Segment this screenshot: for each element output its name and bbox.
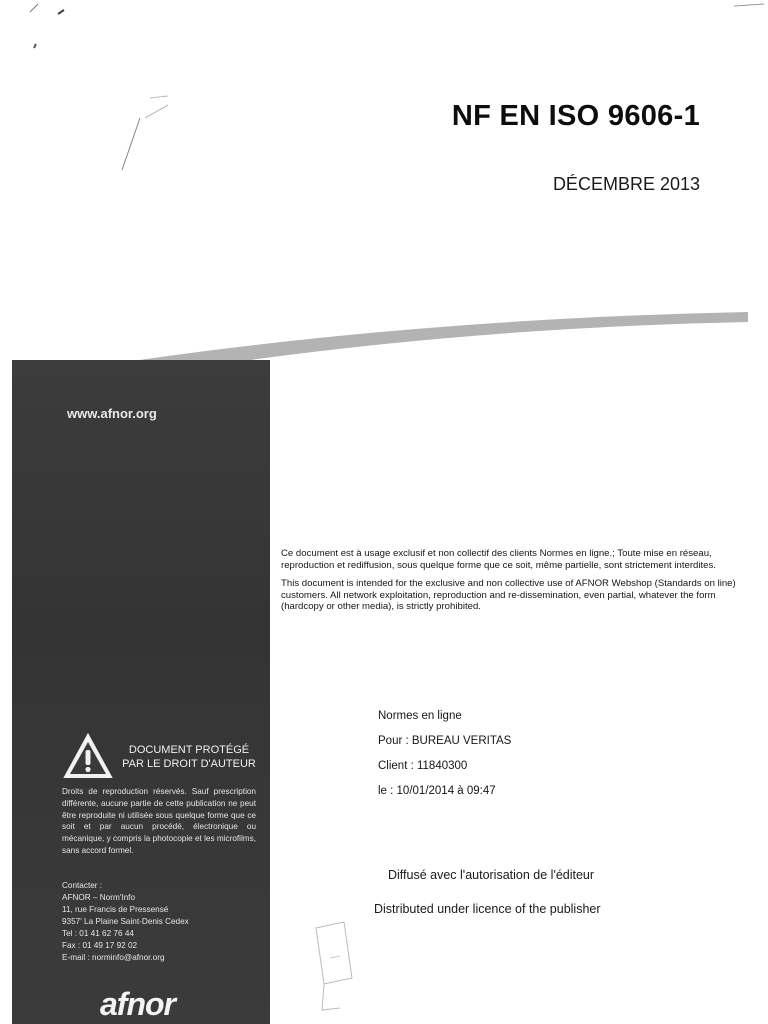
licence-statement-en: Distributed under licence of the publisher <box>374 902 601 916</box>
pen-mark-top-right <box>730 0 768 12</box>
reproduction-rights-text: Droits de reproduction réservés. Sauf prescription différente, aucune partie de cette publication ne peut être reproduite ni utilisée sous quelque forme que ce soit et par aucun procédé, électronique ou mécanique, y compris la photocopie et les microfilms, sans accord formel. <box>62 787 256 855</box>
usage-notice-fr: Ce document est à usage exclusif et non collectif des clients Normes en ligne.; Toute mise en réseau, reproduction et rediffusion, sous quelque forme que ce soit, même partielle, sont strictement interdites. <box>281 548 716 571</box>
contact-block <box>62 880 262 964</box>
pen-mark-top-left <box>0 0 200 180</box>
usage-notice <box>281 548 741 620</box>
contact-tel: Tel : 01 41 62 76 44 <box>62 929 134 938</box>
client-number: Client : 11840300 <box>378 760 468 772</box>
licence-stamp <box>378 710 678 810</box>
protected-line-1: DOCUMENT PROTÉGÉ <box>128 744 250 756</box>
contact-org: AFNOR – Norm'Info <box>62 893 135 902</box>
usage-notice-en: This document is intended for the exclusive and non collective use of AFNOR Webshop (Standards on line) customers. All network exploitation, reproduction and re-dissemination, even partial, whatever the form (hardcopy or other media), is strictly prohibited. <box>281 578 736 613</box>
contact-heading: Contacter : <box>62 881 103 890</box>
warning-triangle-icon <box>62 732 114 780</box>
afnor-website-link[interactable]: www.afnor.org <box>67 406 157 421</box>
contact-street: 11, rue Francis de Pressensé <box>62 905 169 914</box>
contact-email[interactable]: E-mail : norminfo@afnor.org <box>62 953 165 962</box>
service-name: Normes en ligne <box>378 710 462 722</box>
download-date: le : 10/01/2014 à 09:47 <box>378 785 496 797</box>
cover-sidebar <box>12 360 270 1024</box>
standard-title: NF EN ISO 9606-1 <box>451 100 700 132</box>
copyright-notice-heading <box>114 743 264 771</box>
publication-date: DÉCEMBRE 2013 <box>552 174 700 194</box>
pen-mark-bottom <box>310 918 360 1018</box>
contact-fax: Fax : 01 49 17 92 02 <box>62 941 138 950</box>
afnor-logo: afnor <box>100 986 175 1022</box>
licensee: Pour : BUREAU VERITAS <box>378 735 512 747</box>
protected-line-2: PAR LE DROIT D'AUTEUR <box>122 758 256 770</box>
contact-city: 9357' La Plaine Saint-Denis Cedex <box>62 917 189 926</box>
licence-statement-fr: Diffusé avec l'autorisation de l'éditeur <box>388 868 595 882</box>
